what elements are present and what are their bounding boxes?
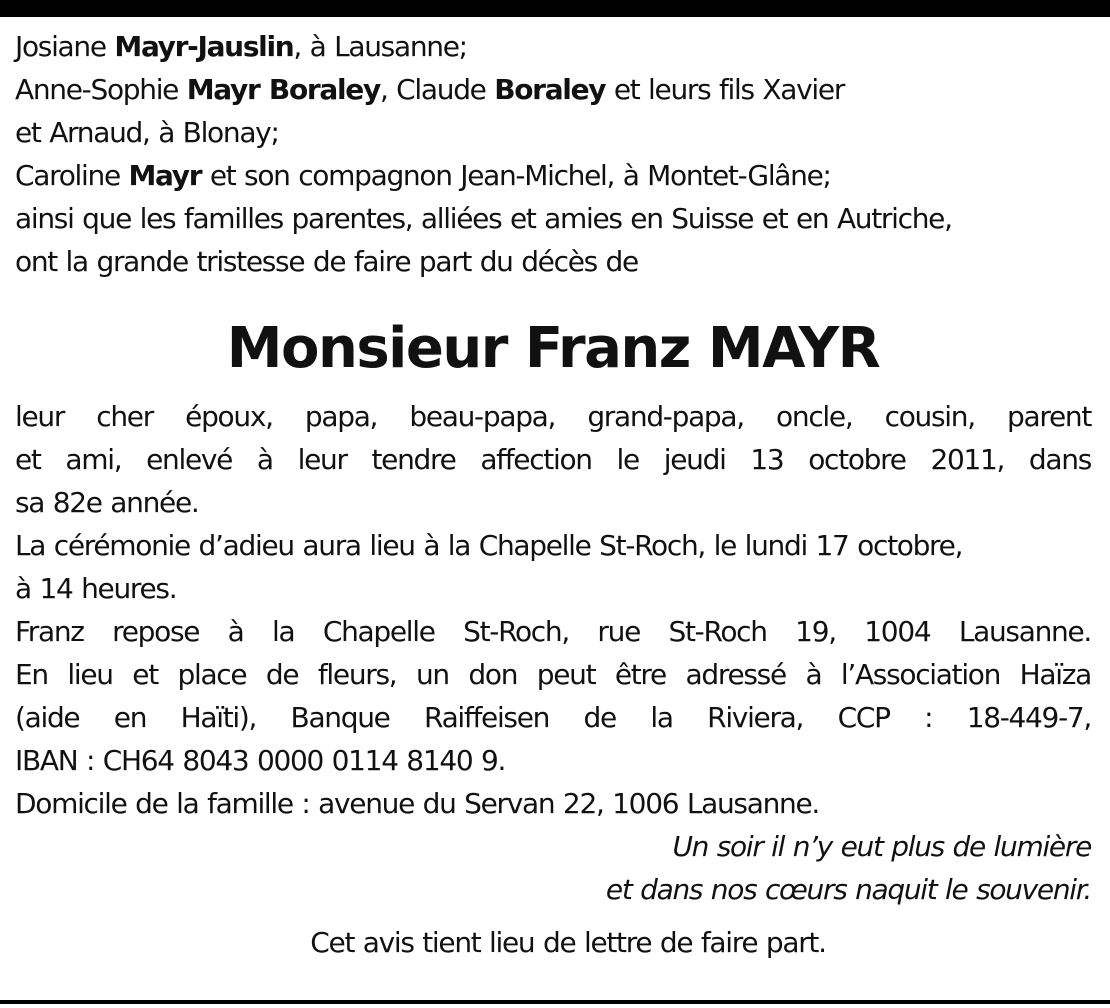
deceased-name-heading: Monsieur Franz MAYR xyxy=(226,316,880,381)
donation-line: (aide en Haïti), Banque Raiffeisen de la Riviera, CCP : 18-449-7, xyxy=(15,701,1091,734)
ceremony-line: La cérémonie d’adieu aura lieu à la Chapelle St-Roch, le lundi 17 octobre, xyxy=(15,529,963,562)
ceremony-line: à 14 heures. xyxy=(15,572,177,605)
body-line: sa 82e année. xyxy=(15,486,199,519)
family-line-4 xyxy=(15,154,1091,197)
family-member-location: , à Lausanne; xyxy=(293,30,467,63)
family-line-1 xyxy=(15,25,1091,68)
family-member-first-name: Caroline xyxy=(15,159,129,192)
iban-line: IBAN : CH64 8043 0000 0114 8140 9. xyxy=(15,744,506,777)
top-border-rule xyxy=(0,0,1110,17)
body-line: et ami, enlevé à leur tendre affection le jeudi 13 octobre 2011, dans xyxy=(15,443,1091,476)
family-line-3: et Arnaud, à Blonay; xyxy=(15,116,279,149)
family-member-companion: et son compagnon Jean-Michel, à Montet-Glâne; xyxy=(201,159,831,192)
family-member-surname: Mayr xyxy=(128,159,202,192)
family-member-children: et leurs fils Xavier xyxy=(605,73,845,106)
family-member-first-name: Anne-Sophie xyxy=(15,73,187,106)
family-member-first-name: Josiane xyxy=(15,30,115,63)
notice-line: Cet avis tient lieu de lettre de faire part. xyxy=(310,926,826,959)
bottom-border-rule xyxy=(0,1000,1110,1004)
obituary-notice xyxy=(15,25,1091,964)
family-line-6: ont la grande tristesse de faire part du décès de xyxy=(15,245,638,278)
family-address-line: Domicile de la famille : avenue du Servan 22, 1006 Lausanne. xyxy=(15,787,819,820)
quote-line-2: et dans nos cœurs naquit le souvenir. xyxy=(605,873,1091,906)
repose-line: Franz repose à la Chapelle St-Roch, rue St-Roch 19, 1004 Lausanne. xyxy=(15,615,1091,648)
donation-line: En lieu et place de fleurs, un don peut être adressé à l’Association Haïza xyxy=(15,658,1091,691)
family-member-surname: Boraley xyxy=(494,73,606,106)
quote-line-1: Un soir il n’y eut plus de lumière xyxy=(672,830,1091,863)
family-member-surname: Mayr-Jauslin xyxy=(114,30,294,63)
family-member-first-name: , Claude xyxy=(379,73,495,106)
family-line-5: ainsi que les familles parentes, alliées et amies en Suisse et en Autriche, xyxy=(15,202,952,235)
body-line: leur cher époux, papa, beau-papa, grand-papa, oncle, cousin, parent xyxy=(15,400,1091,433)
family-line-2 xyxy=(15,68,1091,111)
family-member-surname: Mayr Boraley xyxy=(186,73,380,106)
